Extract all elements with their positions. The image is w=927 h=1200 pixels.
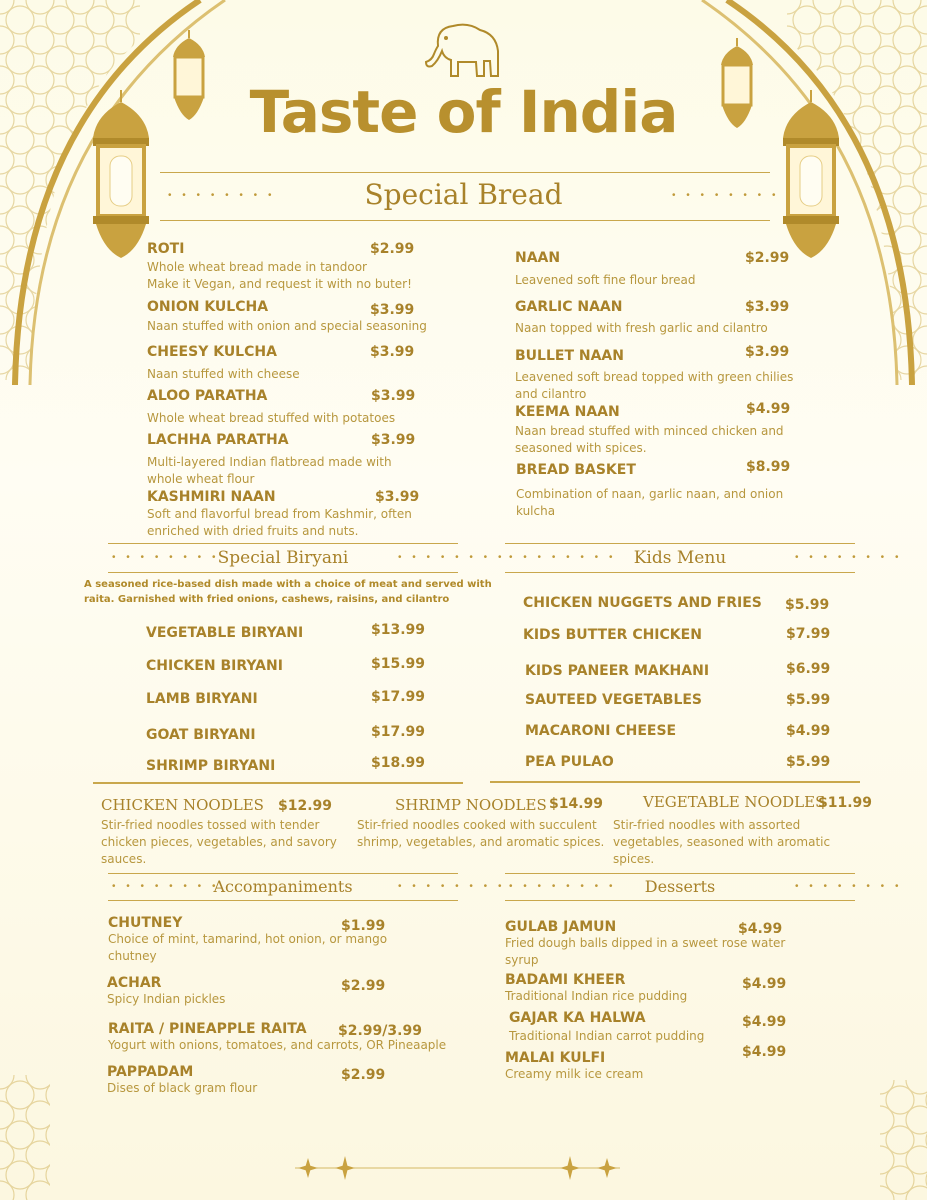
menu-item-name: SAUTEED VEGETABLES — [525, 692, 703, 708]
menu-item-price: $1.99 — [341, 918, 386, 934]
menu-item-name: NAAN — [515, 250, 561, 266]
menu-item-price: $4.99 — [742, 1014, 787, 1030]
menu-item-price: $15.99 — [371, 656, 426, 672]
menu-item-price: $13.99 — [371, 622, 426, 638]
menu-item-price: $2.99 — [370, 241, 415, 257]
divider — [108, 900, 458, 901]
lattice-pattern-bottom-left — [0, 1075, 50, 1200]
elephant-icon — [418, 16, 508, 86]
menu-item-name: KASHMIRI NAAN — [147, 489, 276, 505]
menu-item-name: CHICKEN NOODLES — [101, 796, 264, 814]
divider — [505, 873, 855, 874]
menu-item-price: $3.99 — [370, 344, 415, 360]
menu-item-desc: Yogurt with onions, tomatoes, and carrots, OR Pineaaple — [108, 1038, 447, 1052]
menu-item-desc: Choice of mint, tamarind, hot onion, or mango chutney — [108, 932, 388, 963]
menu-item-price: $3.99 — [745, 299, 790, 315]
section-title-biryani: Special Biryani — [217, 548, 349, 568]
menu-item-name: LAMB BIRYANI — [146, 691, 258, 707]
menu-item-name: VEGETABLE BIRYANI — [146, 625, 304, 641]
menu-item-desc: Whole wheat bread stuffed with potatoes — [147, 411, 396, 425]
menu-item-desc: Combination of naan, garlic naan, and onion kulcha — [516, 487, 784, 518]
menu-item-name: SHRIMP NOODLES — [395, 796, 547, 814]
divider-dots: • • • • • • • • — [509, 552, 617, 563]
menu-item-price: $3.99 — [745, 344, 790, 360]
menu-item-name: RAITA / PINEAPPLE RAITA — [108, 1021, 307, 1037]
menu-item-name: SHRIMP BIRYANI — [146, 758, 276, 774]
menu-item-name: LACHHA PARATHA — [147, 432, 289, 448]
menu-item-price: $18.99 — [371, 755, 426, 771]
menu-item-price: $4.99 — [742, 1044, 787, 1060]
menu-item-name: MACARONI CHEESE — [525, 723, 677, 739]
menu-item-name: ACHAR — [107, 975, 162, 991]
section-title-kids-menu: Kids Menu — [633, 548, 727, 568]
menu-item-price: $4.99 — [746, 401, 791, 417]
menu-item-desc: Naan bread stuffed with minced chicken and seasoned with spices. — [515, 424, 784, 455]
divider-dots: • • • • • • • • — [398, 881, 506, 892]
menu-item-desc: Creamy milk ice cream — [505, 1067, 644, 1081]
menu-item-price: $17.99 — [371, 724, 426, 740]
menu-item-name: CHICKEN NUGGETS AND FRIES — [523, 595, 762, 611]
menu-item-price: $11.99 — [818, 795, 873, 811]
menu-item-desc: Spicy Indian pickles — [107, 992, 226, 1006]
menu-item-price: $4.99 — [786, 723, 831, 739]
menu-item-price: $8.99 — [746, 459, 791, 475]
menu-item-price: $4.99 — [738, 921, 783, 937]
menu-item-desc: Naan topped with fresh garlic and cilantro — [515, 321, 768, 335]
menu-item-desc: Naan stuffed with cheese — [147, 367, 300, 381]
menu-item-price: $2.99 — [341, 978, 386, 994]
menu-item-name: BREAD BASKET — [516, 462, 636, 478]
divider-dots: • • • • • • • • — [398, 552, 506, 563]
menu-item-desc: Stir-fried noodles with assorted vegetables, seasoned with aromatic spices. — [613, 818, 831, 866]
lattice-pattern-bottom-right — [880, 1080, 927, 1200]
menu-item-desc: Soft and flavorful bread from Kashmir, often enriched with dried fruits and nuts. — [147, 507, 412, 538]
menu-item-desc: Multi-layered Indian flatbread made with whole wheat flour — [147, 455, 392, 486]
menu-item-name: GAJAR KA HALWA — [509, 1010, 646, 1026]
menu-item-price: $2.99 — [745, 250, 790, 266]
menu-item-desc: Traditional Indian rice pudding — [505, 989, 688, 1003]
menu-item-name: VEGETABLE NOODLES — [643, 793, 826, 811]
menu-item-name: ALOO PARATHA — [147, 388, 268, 404]
divider — [160, 172, 770, 173]
page-title: Taste of India — [249, 78, 678, 146]
divider — [505, 572, 855, 573]
menu-item-name: PAPPADAM — [107, 1064, 194, 1080]
biryani-note: A seasoned rice-based dish made with a choice of meat and served with raita. Garnished with fried onions, cashews, raisins, and cilantro — [84, 579, 492, 605]
divider-dots: • • • • • • • • — [672, 190, 780, 201]
divider — [108, 572, 458, 573]
menu-item-price: $2.99 — [341, 1067, 386, 1083]
menu-item-name: CHEESY KULCHA — [147, 344, 277, 360]
menu-item-name: CHICKEN BIRYANI — [146, 658, 283, 674]
menu-item-price: $7.99 — [786, 626, 831, 642]
menu-item-desc: Traditional Indian carrot pudding — [509, 1029, 705, 1043]
menu-item-price: $5.99 — [786, 692, 831, 708]
menu-item-name: BADAMI KHEER — [505, 972, 626, 988]
menu-item-price: $3.99 — [371, 388, 416, 404]
menu-item-desc: Leavened soft bread topped with green chilies and cilantro — [515, 370, 794, 401]
menu-item-name: PEA PULAO — [525, 754, 614, 770]
menu-item-desc: Fried dough balls dipped in a sweet rose water syrup — [505, 936, 786, 967]
menu-item-price: $3.99 — [371, 432, 416, 448]
menu-item-name: KIDS BUTTER CHICKEN — [523, 627, 702, 643]
divider-dots: • • • • • • • • — [509, 881, 617, 892]
menu-item-price: $6.99 — [786, 661, 831, 677]
menu-item-desc: Leavened soft fine flour bread — [515, 273, 696, 287]
menu-item-price: $3.99 — [375, 489, 420, 505]
menu-item-name: GOAT BIRYANI — [146, 727, 256, 743]
divider-dots: • • • • • • • • — [168, 190, 276, 201]
menu-item-name: KEEMA NAAN — [515, 404, 620, 420]
menu-item-price: $17.99 — [371, 689, 426, 705]
divider-dots: • • • • • • • • — [795, 881, 903, 892]
menu-item-price: $4.99 — [742, 976, 787, 992]
divider — [108, 873, 458, 874]
divider — [505, 543, 855, 544]
sparkle-icon — [285, 1152, 630, 1184]
section-title-special-bread: Special Bread — [364, 178, 563, 211]
menu-item-name: GARLIC NAAN — [515, 299, 623, 315]
menu-item-desc: Dises of black gram flour — [107, 1081, 258, 1095]
menu-item-name: MALAI KULFI — [505, 1050, 606, 1066]
menu-item-desc: Naan stuffed with onion and special seasoning — [147, 319, 427, 333]
menu-item-name: GULAB JAMUN — [505, 919, 617, 935]
menu-item-price: $2.99/3.99 — [338, 1023, 422, 1039]
menu-item-name: BULLET NAAN — [515, 348, 624, 364]
divider-dots: • • • • • • • • — [795, 552, 903, 563]
menu-item-desc: Stir-fried noodles tossed with tender chicken pieces, vegetables, and savory sauces. — [101, 818, 337, 866]
menu-item-price: $3.99 — [370, 302, 415, 318]
divider-dots: • • • • • • • • — [112, 552, 220, 563]
menu-item-name: CHUTNEY — [108, 915, 183, 931]
menu-item-desc: Stir-fried noodles cooked with succulent shrimp, vegetables, and aromatic spices. — [357, 818, 605, 849]
divider — [93, 782, 463, 784]
menu-item-desc: Whole wheat bread made in tandoor Make it Vegan, and request it with no buter! — [147, 260, 412, 291]
menu-item-name: ONION KULCHA — [147, 299, 269, 315]
section-title-accompaniments: Accompaniments — [213, 877, 353, 896]
divider — [505, 900, 855, 901]
menu-item-price: $5.99 — [785, 597, 830, 613]
menu-item-price: $14.99 — [549, 796, 604, 812]
menu-item-price: $5.99 — [786, 754, 831, 770]
divider — [490, 781, 860, 783]
divider-dots: • • • • • • • • — [112, 881, 220, 892]
menu-item-name: KIDS PANEER MAKHANI — [525, 663, 710, 679]
menu-item-name: ROTI — [147, 241, 185, 257]
menu-item-price: $12.99 — [278, 798, 333, 814]
section-title-desserts: Desserts — [644, 877, 716, 896]
divider — [160, 220, 770, 221]
divider — [108, 543, 458, 544]
